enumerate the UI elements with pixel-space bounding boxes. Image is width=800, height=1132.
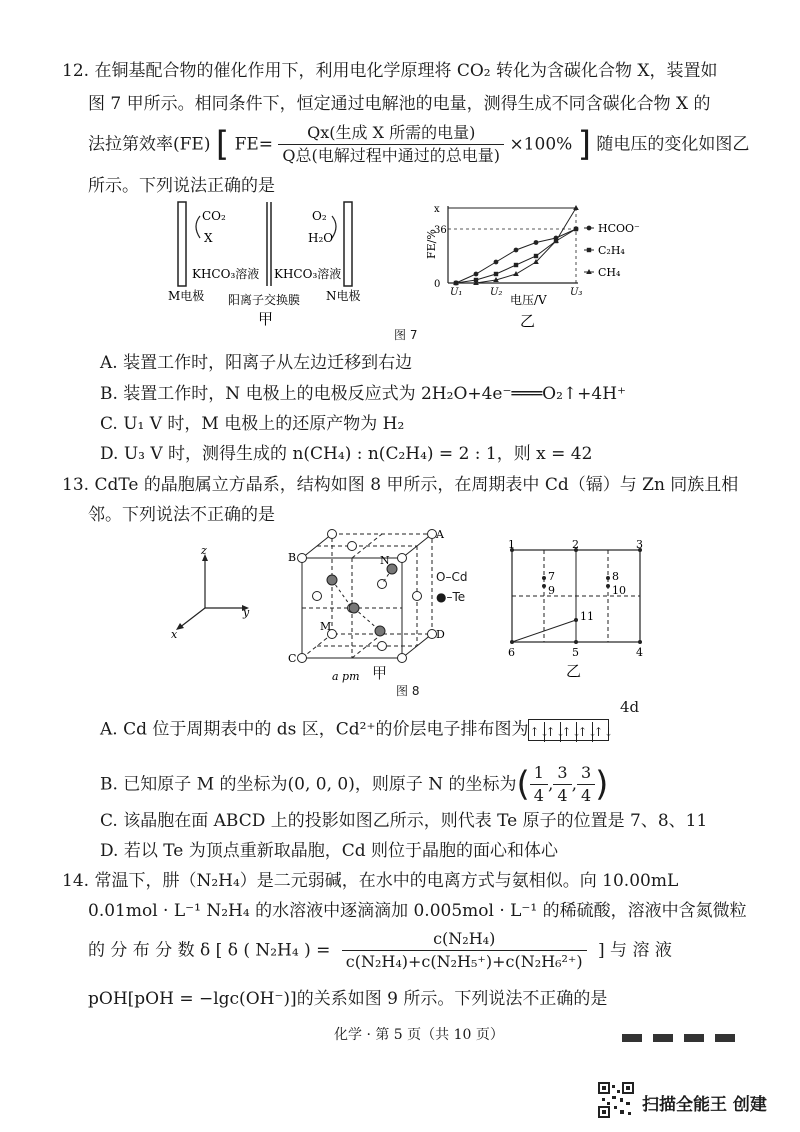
label-membrane: 阳离子交换膜 [228,293,301,307]
q13-option-a-text: A. Cd 位于周期表中的 ds 区，Cd²⁺的价层电子排布图为 [100,719,529,740]
axis-x-label: x [171,628,178,641]
orbital-box: ↑↓ [529,722,545,742]
vertex-d: D [436,628,445,641]
point-2 [513,271,519,276]
label-m-electrode: M电极 [168,289,205,303]
coord-x-den: 4 [533,786,544,805]
pt-9: 9 [548,584,555,597]
legend-cd: O–Cd [436,570,468,584]
figure-7-caption: 图 7 [394,328,418,342]
pt-10: 10 [612,584,626,597]
fe-mult: ×100% [509,134,573,155]
qr-code-icon [598,1082,634,1118]
pt-4: 4 [636,646,643,659]
q14-line-3 [88,928,672,974]
coord-x-num: 1 [530,762,548,785]
q13-option-b: B. 已知原子 M 的坐标为(0, 0, 0)，则原子 N 的坐标为( $\frac{1}{4}$ , $\frac{3}{4}$ , $\frac{3}{4}$ ) [100,763,609,805]
figure-7-cell [160,196,380,326]
coord-z-num: 3 [577,762,595,785]
arrow-co2-x [196,216,200,238]
q13-option-d: D. 若以 Te 为顶点重新取晶胞，Cd 则位于晶胞的面心和体心 [100,841,559,861]
lattice-param: a pm [332,670,360,683]
delta-numerator: c(N₂H₄) [342,928,587,951]
q12-option-d: D. U₃ V 时，测得生成的 n(CH₄) : n(C₂H₄) = 2 : 1，则 x = 42 [100,444,593,464]
label-o2: O₂ [312,209,327,223]
orbital-box: ↑↓ [561,722,577,742]
coord-z [577,762,595,807]
delta-fraction [342,928,587,973]
fe-prefix: 法拉第效率(FE) [88,134,211,155]
page-footer: 化学 · 第 5 页（共 10 页） [334,1027,504,1043]
pt-8: 8 [612,570,619,583]
label-jia-8: 甲 [372,664,388,682]
pt-11: 11 [580,610,594,623]
legend-label-0: HCOO⁻ [598,222,640,235]
watermark: 扫描全能王 创建 [642,1095,767,1115]
label-khco3-left: KHCO₃溶液 [192,267,260,281]
paren-right: ) [595,764,609,805]
orbital-box: ↑↓ [593,724,614,739]
footer-bars [622,1027,746,1046]
legend-label-2: CH₄ [598,266,621,279]
x-tick-label: U₃ [570,287,583,298]
y-tick-label: 36 [434,225,447,236]
point-1 [574,227,578,231]
fe-chart [418,198,668,328]
figure-8-caption: 图 8 [396,684,420,698]
q13-option-c: C. 该晶胞在面 ABCD 上的投影如图乙所示，则代表 Te 原子的位置是 7、8、11 [100,811,708,831]
fe-denominator: Q总(电解过程中通过的总电量) [282,146,501,165]
x-axis-arrow [179,608,205,628]
delta-denominator: c(N₂H₄)+c(N₂H₅⁺)+c(N₂H₆²⁺) [345,952,583,971]
x-tick-label: U₁ [450,287,463,298]
fe-eq: FE= [234,134,274,155]
atom-m-label: M [320,620,332,633]
point-1 [534,254,538,258]
q12-line-1: 12. 在铜基配合物的催化作用下，利用电化学原理将 CO₂ 转化为含碳化合物 X，装置如 [62,61,718,81]
label-co2: CO₂ [202,209,226,223]
fe-fraction [278,122,504,167]
label-jia-7: 甲 [258,310,274,326]
q14-line-1: 14. 常温下，肼（N₂H₄）是二元弱碱，在水中的电离方式与氨相似。向 10.00mL [62,871,679,891]
q12-option-b: B. 装置工作时，N 电极上的电极反应式为 2H₂O+4e⁻═══O₂↑+4H⁺ [100,384,627,404]
pt-5: 5 [572,646,579,659]
q14-line-2: 0.01mol · L⁻¹ N₂H₄ 的水溶液中逐滴滴加 0.005mol · L⁻¹ 的稀硫酸，溶液中含氮微粒 [88,901,747,921]
orbital-diagram [528,719,614,741]
coord-x [530,762,548,807]
q14-delta-suffix: ] 与 溶 液 [598,940,672,961]
coord-y-den: 4 [557,786,568,805]
label-h2o: H₂O [308,231,334,245]
point-1 [514,263,518,267]
legend-marker-0 [587,226,592,231]
pt-7: 7 [548,570,555,583]
cd-atoms [298,530,437,663]
figure-8-projection [500,540,650,680]
q14-line-4: pOH[pOH = −lgc(OH⁻)]的关系如图 9 所示。下列说法不正确的是 [88,989,608,1009]
pt-2: 2 [572,540,579,551]
y-tick-label: x [434,204,440,215]
label-n-electrode: N电极 [326,289,361,303]
m-electrode [178,202,186,286]
q13-line-1: 13. CdTe 的晶胞属立方晶系，结构如图 8 甲所示，在周期表中 Cd（镉）与 Zn 同族且相 [62,475,739,495]
point-0 [514,248,519,253]
pt-1: 1 [508,540,515,551]
q13-option-a [100,718,614,741]
coord-y [553,762,571,807]
q14-delta-prefix: 的 分 布 分 数 δ [ δ ( N₂H₄ ) = [88,940,331,961]
bracket-left: [ [215,124,230,165]
label-khco3-right: KHCO₃溶液 [274,267,342,281]
q12-option-c: C. U₁ V 时，M 电极上的还原产物为 H₂ [100,414,405,434]
q12-line-3 [88,122,749,166]
q12-line-4: 所示。下列说法正确的是 [88,176,275,196]
fe-suffix: 随电压的变化如图乙 [596,134,750,155]
y-axis-label: FE/% [425,229,438,259]
orbital-box: ↑↓ [577,722,593,742]
vertex-a: A [436,528,444,541]
atom-n-label: N [380,554,390,567]
coord-y-num: 3 [553,762,571,785]
point-0 [534,240,539,245]
y-tick-label: 0 [434,279,441,290]
vertex-c: C [288,652,297,665]
q13-line-2: 邻。下列说法不正确的是 [88,505,275,525]
x-axis-label: 电压/V [510,293,547,307]
q13-option-b-text: B. 已知原子 M 的坐标为(0, 0, 0)，则原子 N 的坐标为 [100,774,517,795]
q12-option-a: A. 装置工作时，阳离子从左边迁移到右边 [100,353,413,373]
legend-marker-1 [587,248,591,252]
x-tick-label: U₂ [490,287,503,298]
coord-z-den: 4 [580,786,592,805]
label-x: X [204,231,213,245]
bracket-right: ] [577,124,591,165]
fe-numerator: Qx(生成 X 所需的电量) [278,122,504,145]
n-electrode [344,202,352,286]
figure-8-unit-cell [282,524,482,684]
pt-6: 6 [508,646,515,659]
legend-label-1: C₂H₄ [598,244,625,257]
point-0 [474,272,479,277]
te-atoms [327,564,397,636]
orbital-box: ↑↓ [545,722,561,742]
bond-lines [332,569,392,631]
q12-line-2: 图 7 甲所示。相同条件下，恒定通过电解池的电量，测得生成不同含碳化合物 X 的 [88,94,711,114]
axis-z-label: z [201,548,207,557]
point-0 [494,260,499,265]
legend-te: ●–Te [436,590,466,604]
vertex-b: B [288,551,297,564]
axis-y-label: y [243,606,250,619]
paren-left: ( [516,764,530,805]
label-yi-8: 乙 [566,662,582,680]
label-yi-7: 乙 [520,312,536,328]
figure-8-axes [165,548,265,648]
pt-3: 3 [636,540,643,551]
point-1 [494,272,498,276]
orbital-4d-label: 4d [620,698,640,716]
